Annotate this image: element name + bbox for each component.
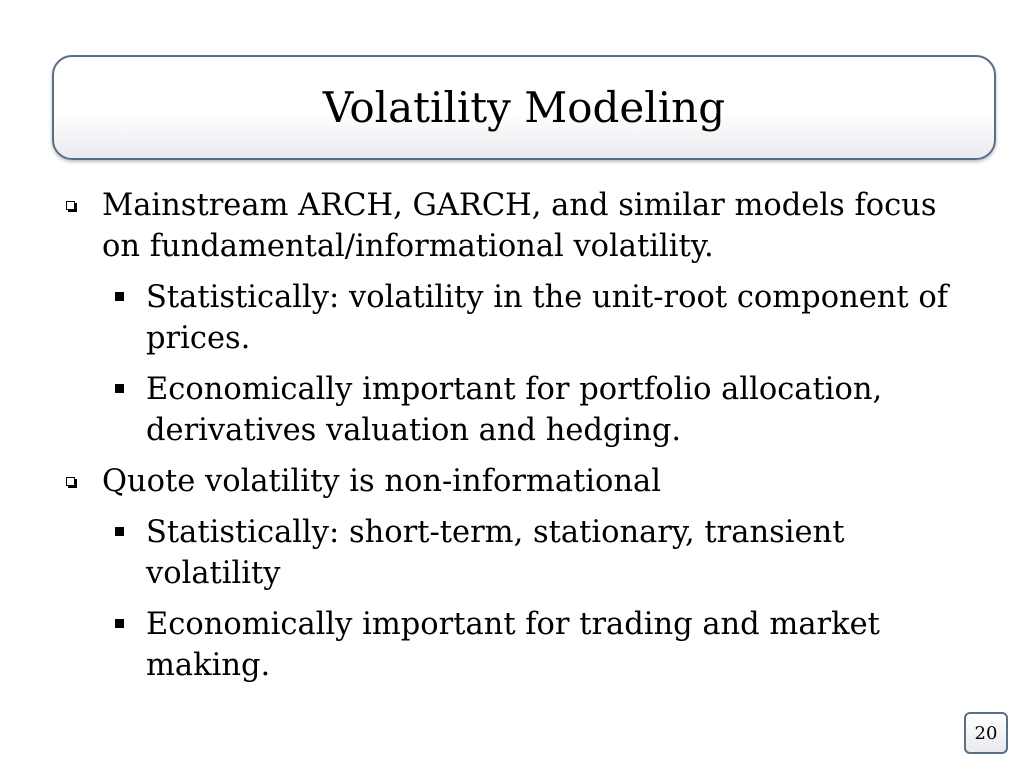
filled-square-bullet-icon xyxy=(115,619,124,628)
sub-bullet-item xyxy=(60,369,970,451)
bullet-item xyxy=(60,461,970,502)
sub-bullet-item xyxy=(60,277,970,359)
sub-bullet-text: Economically important for trading and market making. xyxy=(146,607,880,683)
sub-bullet-text: Statistically: volatility in the unit-root component of prices. xyxy=(146,280,949,356)
bullet-text: Mainstream ARCH, GARCH, and similar models focus on fundamental/informational volatility. xyxy=(102,188,937,264)
hollow-square-bullet-icon xyxy=(66,201,75,210)
bullet-item xyxy=(60,185,970,267)
sub-bullet-item xyxy=(60,604,970,686)
slide-title: Volatility Modeling xyxy=(322,82,726,132)
page-number: 20 xyxy=(974,722,998,744)
filled-square-bullet-icon xyxy=(115,292,124,301)
sub-bullet-text: Economically important for portfolio allocation, derivatives valuation and hedging. xyxy=(146,372,883,448)
sub-bullet-text: Statistically: short-term, stationary, transient volatility xyxy=(146,515,845,591)
filled-square-bullet-icon xyxy=(115,384,124,393)
sub-bullet-item xyxy=(60,512,970,594)
slide-body xyxy=(60,185,970,696)
hollow-square-bullet-icon xyxy=(66,477,75,486)
bullet-text: Quote volatility is non-informational xyxy=(102,464,661,499)
page-number-badge xyxy=(964,712,1008,754)
title-frame xyxy=(52,55,996,160)
filled-square-bullet-icon xyxy=(115,527,124,536)
